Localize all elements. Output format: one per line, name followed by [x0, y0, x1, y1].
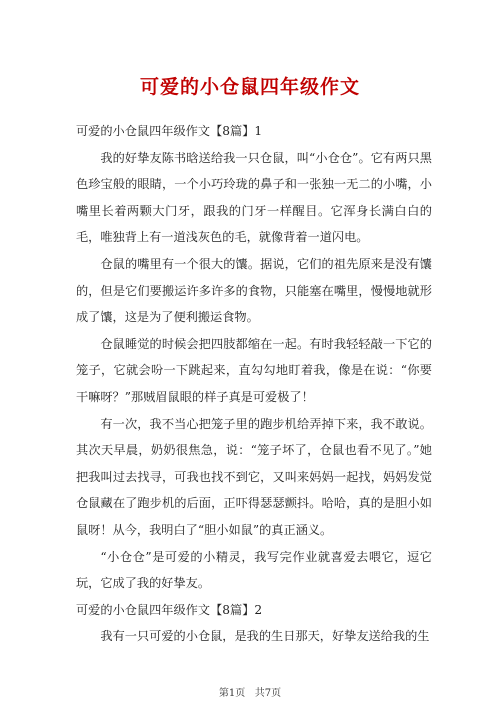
page-total: 共7页	[254, 688, 282, 699]
document-title: 可爱的小仓鼠四年级作文	[139, 76, 360, 98]
body-paragraph: 仓鼠的嘴里有一个很大的馕。据说，它们的祖先原来是没有馕的，但是它们要搬运许多许多的食物，只能塞在嘴里，慢慢地就形成了馕，这是为了便利搬运食物。	[76, 256, 432, 325]
body-paragraph: 仓鼠睡觉的时候会把四肢都缩在一起。有时我轻轻敲一下它的笼子，它就会吩一下跳起来，直勾勾地盯着我，像是在说：“你要干嘛呀？”那贼眉鼠眼的样子真是可爱极了！	[76, 336, 432, 404]
body-paragraph: “小仓仓”是可爱的小精灵，我写完作业就喜爱去喂它，逗它玩，它成了我的好挚友。	[76, 549, 432, 591]
body-paragraph: 我有一只可爱的小仓鼠，是我的生日那天，好挚友送给我的生	[100, 629, 430, 644]
section-heading: 可爱的小仓鼠四年级作文【8篇】2	[76, 602, 263, 617]
page-footer	[0, 684, 500, 699]
document-body	[76, 118, 432, 650]
page-number: 第1页	[218, 688, 246, 699]
body-paragraph: 有一次，我不当心把笼子里的跑步机给弄掉下来，我不敢说。其次天早晨，奶奶很焦急，说：“笼子坏了，仓鼠也看不见了。”她把我叫过去找寻，可我也找不到它，又叫来妈妈一起找，妈妈发觉仓鼠藏在了跑步机的后面，正吓得瑟瑟颤抖。哈哈，真的是胆小如鼠呀！从今，我明白了“胆小如鼠”的真正涵义。	[76, 416, 432, 537]
body-paragraph: 我的好挚友陈书晗送给我一只仓鼠，叫“小仓仓”。它有两只黑色珍宝般的眼睛，一个小巧玲珑的鼻子和一张独一无二的小嘴，小嘴里长着两颗大门牙，跟我的门牙一样醒目。它浑身长满白白的毛，唯独背上有一道浅灰色的毛，就像背着一道闪电。	[76, 150, 432, 245]
section-heading: 可爱的小仓鼠四年级作文【8篇】1	[76, 124, 263, 138]
